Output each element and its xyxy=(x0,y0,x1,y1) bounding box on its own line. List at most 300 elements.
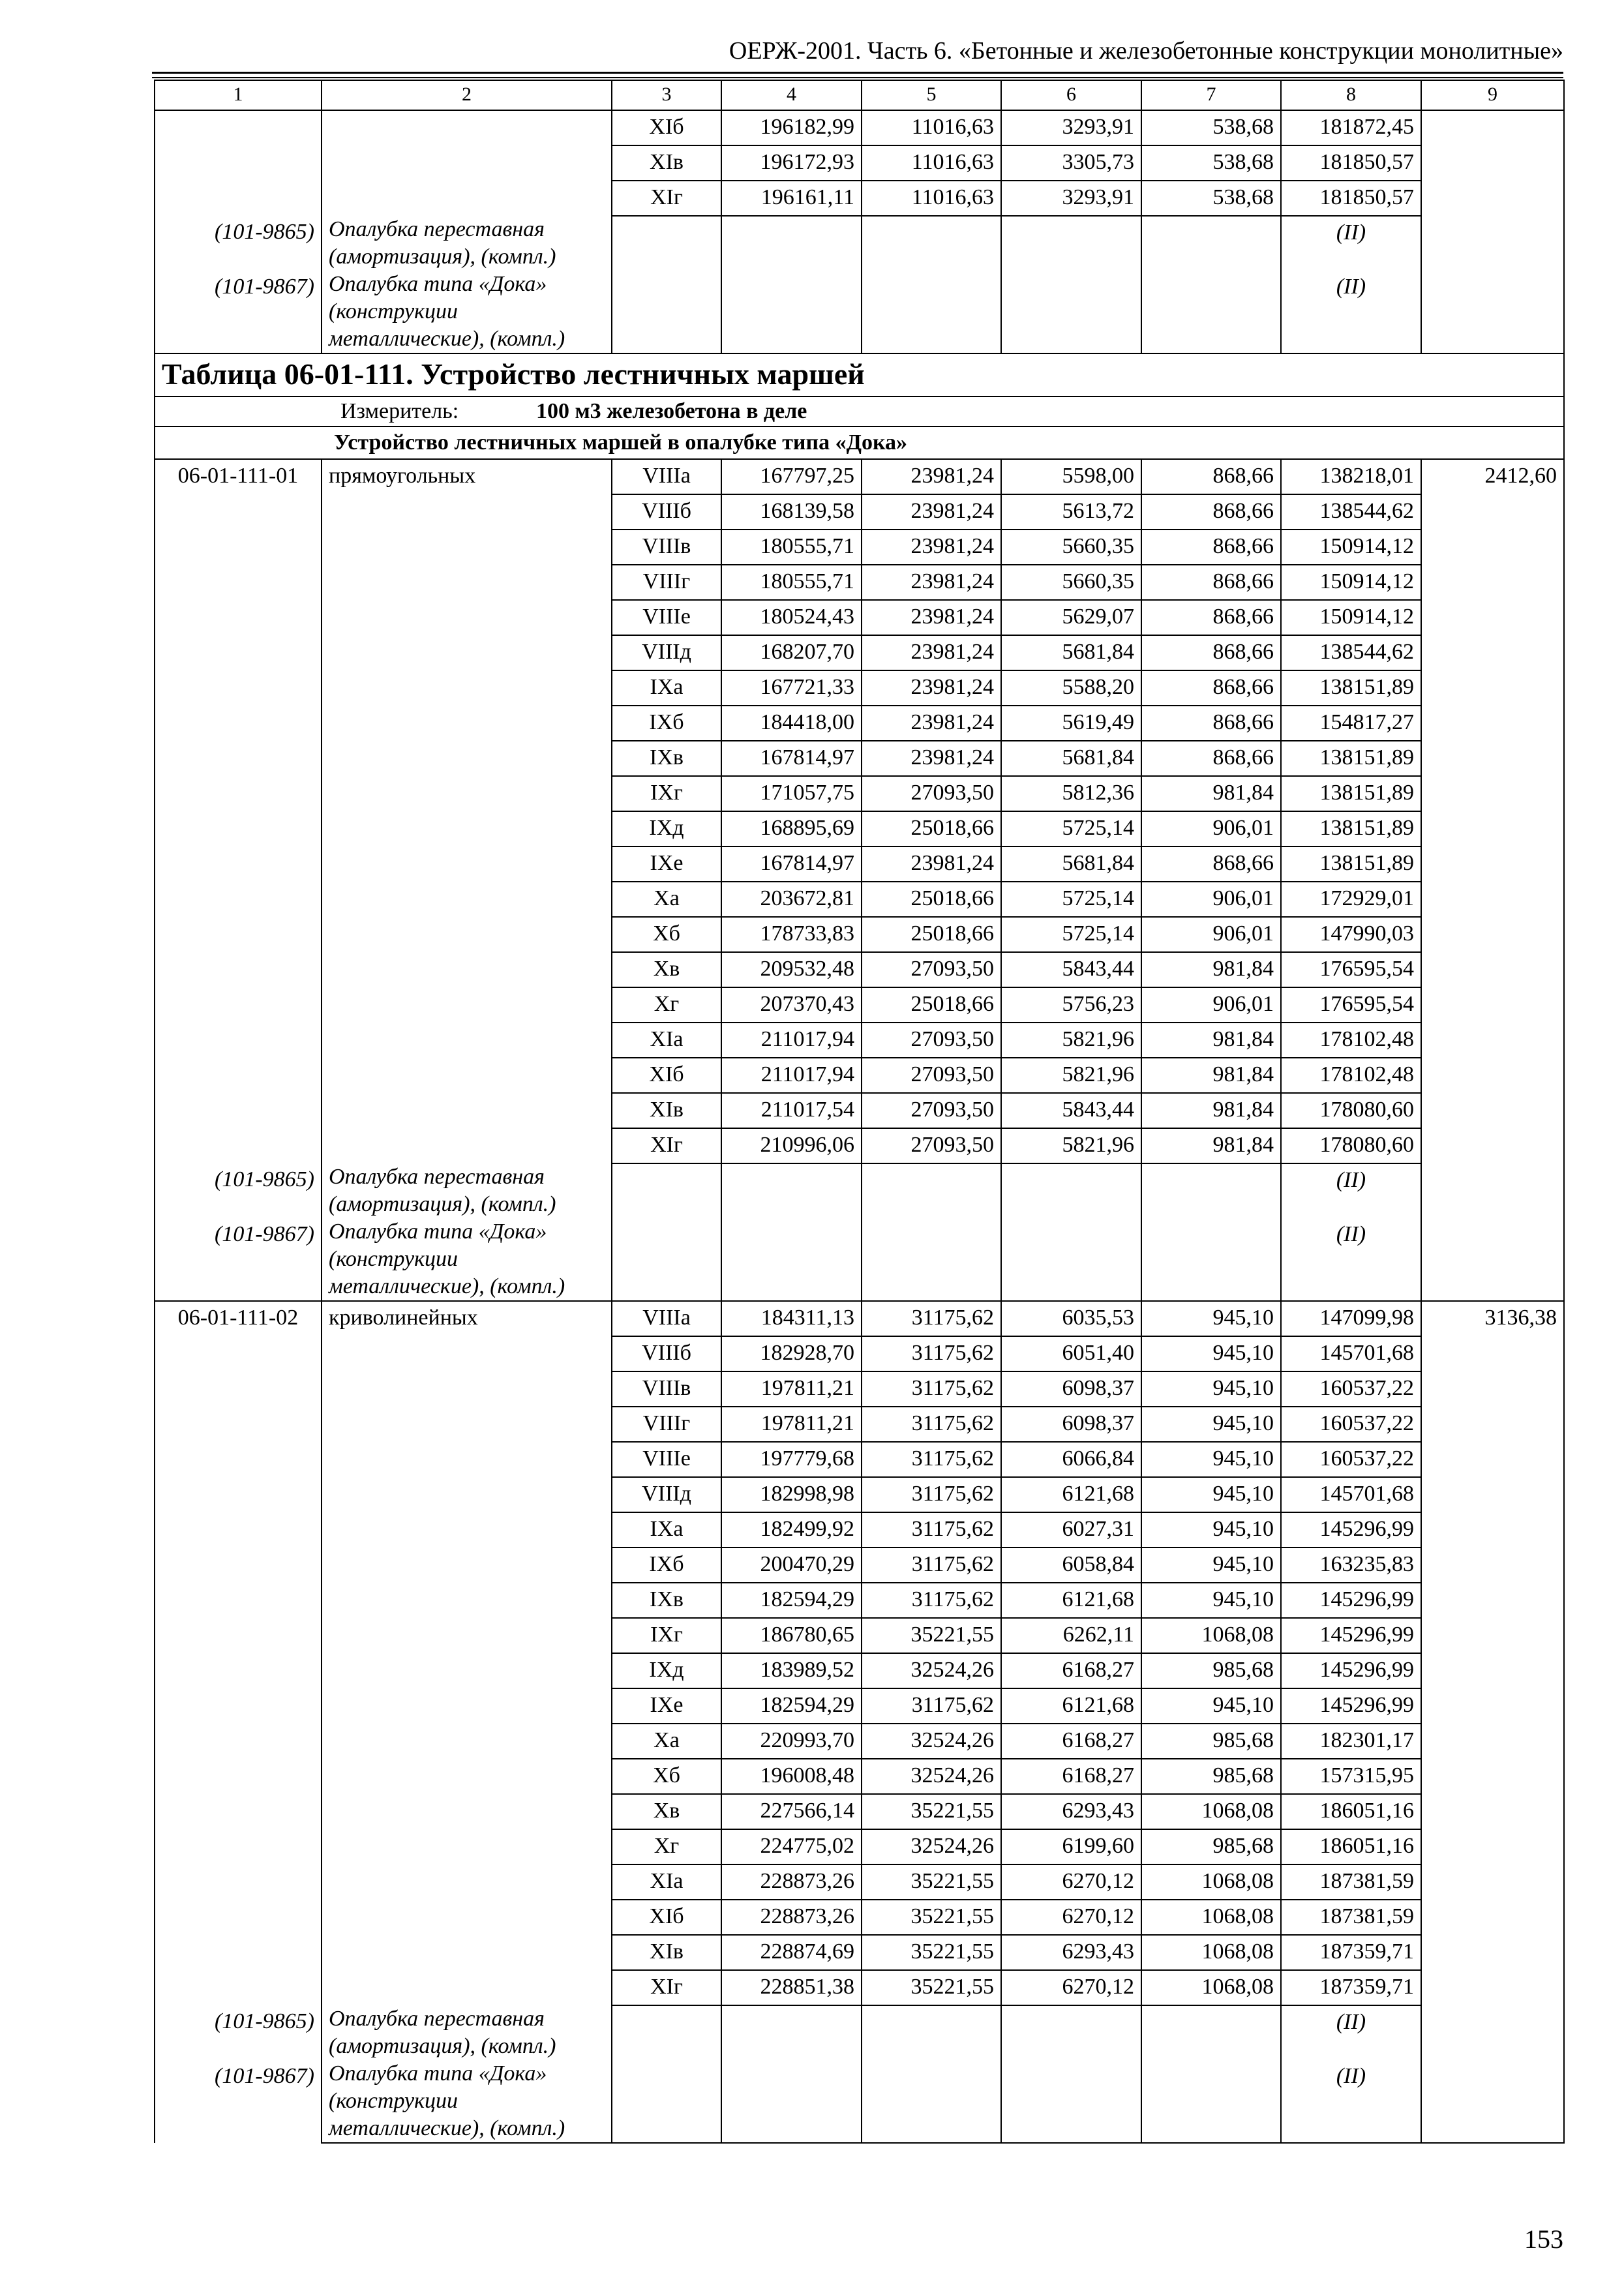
empty-cell xyxy=(612,1218,721,1301)
zone-cell: XIб xyxy=(612,1058,721,1093)
labor-cell xyxy=(1421,1407,1564,1442)
wages-cell: 31175,62 xyxy=(862,1371,1001,1407)
machinist-wages-cell: 985,68 xyxy=(1141,1724,1281,1759)
table-row xyxy=(155,1653,1564,1688)
machines-cell: 5812,36 xyxy=(1001,776,1141,811)
empty-cell xyxy=(1001,1218,1141,1301)
item-name-cell xyxy=(322,1829,612,1864)
materials-cell: 145296,99 xyxy=(1281,1653,1421,1688)
table-row xyxy=(155,1371,1564,1407)
item-name-cell xyxy=(322,1058,612,1093)
item-code-cell xyxy=(155,1759,322,1794)
table-row xyxy=(155,110,1564,145)
total-cost-cell: 171057,75 xyxy=(721,776,862,811)
machinist-wages-cell: 945,10 xyxy=(1141,1442,1281,1477)
materials-cell: 138544,62 xyxy=(1281,494,1421,530)
materials-cell: 150914,12 xyxy=(1281,565,1421,600)
zone-cell: XIв xyxy=(612,145,721,181)
table-row xyxy=(155,494,1564,530)
machines-cell: 6058,84 xyxy=(1001,1548,1141,1583)
table-row xyxy=(155,1583,1564,1618)
column-number: 6 xyxy=(1001,80,1141,110)
item-code-cell xyxy=(155,1477,322,1512)
table-row xyxy=(155,987,1564,1023)
item-code-cell xyxy=(155,670,322,706)
machinist-wages-cell: 945,10 xyxy=(1141,1688,1281,1724)
wages-cell: 23981,24 xyxy=(862,494,1001,530)
materials-cell: 138151,89 xyxy=(1281,811,1421,846)
item-name-cell xyxy=(322,494,612,530)
item-name-cell xyxy=(322,1477,612,1512)
empty-cell xyxy=(1001,1163,1141,1218)
machinist-wages-cell: 868,66 xyxy=(1141,600,1281,635)
materials-cell: 145296,99 xyxy=(1281,1512,1421,1548)
empty-cell xyxy=(612,2005,721,2060)
machines-cell: 5598,00 xyxy=(1001,459,1141,494)
machinist-wages-cell: 945,10 xyxy=(1141,1336,1281,1371)
zone-cell: IXб xyxy=(612,1548,721,1583)
zone-cell: XIб xyxy=(612,1900,721,1935)
labor-cell xyxy=(1421,1442,1564,1477)
materials-cell: 138544,62 xyxy=(1281,635,1421,670)
empty-cell xyxy=(721,271,862,353)
materials-cell: 181850,57 xyxy=(1281,181,1421,216)
item-code-cell xyxy=(155,530,322,565)
wages-cell: 35221,55 xyxy=(862,1900,1001,1935)
machinist-wages-cell: 868,66 xyxy=(1141,706,1281,741)
machines-cell: 5681,84 xyxy=(1001,635,1141,670)
machinist-wages-cell: 945,10 xyxy=(1141,1407,1281,1442)
section-row xyxy=(155,426,1564,459)
resource-name: Опалубка переставная (амортизация), (компл.) xyxy=(322,1163,612,1218)
labor-cell xyxy=(1421,917,1564,952)
item-name-cell xyxy=(322,1093,612,1128)
machinist-wages-cell: 1068,08 xyxy=(1141,1864,1281,1900)
resource-mark: (II) xyxy=(1281,2005,1421,2060)
machines-cell: 6293,43 xyxy=(1001,1935,1141,1970)
zone-cell: VIIIе xyxy=(612,1442,721,1477)
zone-cell: IXд xyxy=(612,1653,721,1688)
machines-cell: 6051,40 xyxy=(1001,1336,1141,1371)
item-code-cell xyxy=(155,1093,322,1128)
item-name-cell xyxy=(322,1759,612,1794)
materials-cell: 145701,68 xyxy=(1281,1477,1421,1512)
resource-note-row xyxy=(155,2060,1564,2143)
table-row xyxy=(155,1023,1564,1058)
labor-cell xyxy=(1421,1864,1564,1900)
item-code-cell xyxy=(155,1583,322,1618)
column-number: 4 xyxy=(721,80,862,110)
item-code-cell xyxy=(155,1407,322,1442)
machinist-wages-cell: 906,01 xyxy=(1141,882,1281,917)
machinist-wages-cell: 1068,08 xyxy=(1141,1970,1281,2005)
labor-cell xyxy=(1421,530,1564,565)
table-row xyxy=(155,1759,1564,1794)
item-code-cell xyxy=(155,565,322,600)
empty-cell xyxy=(1141,271,1281,353)
machinist-wages-cell: 985,68 xyxy=(1141,1759,1281,1794)
materials-cell: 145296,99 xyxy=(1281,1688,1421,1724)
labor-cell xyxy=(1421,1970,1564,2005)
materials-cell: 178080,60 xyxy=(1281,1093,1421,1128)
materials-cell: 138151,89 xyxy=(1281,670,1421,706)
labor-cell xyxy=(1421,1023,1564,1058)
zone-cell: XIб xyxy=(612,110,721,145)
materials-cell: 187359,71 xyxy=(1281,1970,1421,2005)
wages-cell: 31175,62 xyxy=(862,1442,1001,1477)
item-name-cell xyxy=(322,110,612,145)
table-title: Таблица 06-01-111. Устройство лестничных маршей xyxy=(155,353,1564,396)
empty-cell xyxy=(1421,216,1564,271)
wages-cell: 11016,63 xyxy=(862,110,1001,145)
labor-cell xyxy=(1421,565,1564,600)
wages-cell: 23981,24 xyxy=(862,530,1001,565)
table-row xyxy=(155,600,1564,635)
table-row xyxy=(155,1970,1564,2005)
wages-cell: 31175,62 xyxy=(862,1336,1001,1371)
wages-cell: 35221,55 xyxy=(862,1794,1001,1829)
empty-cell xyxy=(1421,1163,1564,1218)
machinist-wages-cell: 981,84 xyxy=(1141,1023,1281,1058)
machines-cell: 6293,43 xyxy=(1001,1794,1141,1829)
item-code-cell xyxy=(155,1128,322,1163)
item-name-cell xyxy=(322,181,612,216)
machines-cell: 5619,49 xyxy=(1001,706,1141,741)
empty-cell xyxy=(1001,2005,1141,2060)
item-code-cell xyxy=(155,1900,322,1935)
machinist-wages-cell: 981,84 xyxy=(1141,1128,1281,1163)
zone-cell: XIв xyxy=(612,1093,721,1128)
item-name-cell xyxy=(322,1128,612,1163)
empty-cell xyxy=(862,216,1001,271)
machinist-wages-cell: 868,66 xyxy=(1141,565,1281,600)
item-name-cell xyxy=(322,1407,612,1442)
resource-mark: (II) xyxy=(1281,271,1421,353)
machines-cell: 5629,07 xyxy=(1001,600,1141,635)
total-cost-cell: 220993,70 xyxy=(721,1724,862,1759)
machinist-wages-cell: 945,10 xyxy=(1141,1371,1281,1407)
total-cost-cell: 209532,48 xyxy=(721,952,862,987)
total-cost-cell: 178733,83 xyxy=(721,917,862,952)
materials-cell: 147990,03 xyxy=(1281,917,1421,952)
labor-cell xyxy=(1421,1653,1564,1688)
machinist-wages-cell: 868,66 xyxy=(1141,494,1281,530)
item-code-cell xyxy=(155,1724,322,1759)
resource-mark: (II) xyxy=(1281,1163,1421,1218)
total-cost-cell: 210996,06 xyxy=(721,1128,862,1163)
column-number: 3 xyxy=(612,80,721,110)
item-name-cell xyxy=(322,706,612,741)
machinist-wages-cell: 945,10 xyxy=(1141,1583,1281,1618)
labor-cell xyxy=(1421,600,1564,635)
item-code-cell xyxy=(155,1829,322,1864)
zone-cell: VIIIв xyxy=(612,1371,721,1407)
item-name-cell xyxy=(322,741,612,776)
table-row xyxy=(155,846,1564,882)
column-number: 1 xyxy=(155,80,322,110)
empty-cell xyxy=(862,2005,1001,2060)
item-code-cell xyxy=(155,776,322,811)
item-name-cell xyxy=(322,1688,612,1724)
zone-cell: VIIIе xyxy=(612,600,721,635)
materials-cell: 160537,22 xyxy=(1281,1371,1421,1407)
zone-cell: Xг xyxy=(612,987,721,1023)
zone-cell: Xа xyxy=(612,882,721,917)
item-name-cell xyxy=(322,1548,612,1583)
table-row xyxy=(155,776,1564,811)
zone-cell: Xг xyxy=(612,1829,721,1864)
total-cost-cell: 196182,99 xyxy=(721,110,862,145)
item-code-cell xyxy=(155,1548,322,1583)
total-cost-cell: 168207,70 xyxy=(721,635,862,670)
table-row xyxy=(155,1794,1564,1829)
empty-cell xyxy=(862,1218,1001,1301)
empty-cell xyxy=(1141,216,1281,271)
materials-cell: 187381,59 xyxy=(1281,1900,1421,1935)
wages-cell: 32524,26 xyxy=(862,1829,1001,1864)
labor-cell xyxy=(1421,882,1564,917)
meter xyxy=(155,396,1564,426)
machines-cell: 6066,84 xyxy=(1001,1442,1141,1477)
table-row xyxy=(155,1301,1564,1336)
labor-cell xyxy=(1421,1371,1564,1407)
item-code-cell xyxy=(155,1653,322,1688)
total-cost-cell: 167814,97 xyxy=(721,846,862,882)
item-name-cell xyxy=(322,1512,612,1548)
materials-cell: 150914,12 xyxy=(1281,530,1421,565)
total-cost-cell: 184418,00 xyxy=(721,706,862,741)
item-name-cell xyxy=(322,565,612,600)
page-number: 153 xyxy=(1524,2224,1563,2254)
total-cost-cell: 211017,94 xyxy=(721,1058,862,1093)
materials-cell: 138218,01 xyxy=(1281,459,1421,494)
labor-cell xyxy=(1421,1512,1564,1548)
labor-cell xyxy=(1421,145,1564,181)
resource-note-row xyxy=(155,271,1564,353)
item-name-cell xyxy=(322,1653,612,1688)
machines-cell: 6027,31 xyxy=(1001,1512,1141,1548)
materials-cell: 176595,54 xyxy=(1281,987,1421,1023)
empty-cell xyxy=(721,1163,862,1218)
machines-cell: 3293,91 xyxy=(1001,110,1141,145)
running-header: ОЕРЖ-2001. Часть 6. «Бетонные и железобетонные конструкции монолитные» xyxy=(729,37,1563,65)
machinist-wages-cell: 945,10 xyxy=(1141,1301,1281,1336)
resource-mark: (II) xyxy=(1281,1218,1421,1301)
item-code-cell xyxy=(155,1023,322,1058)
item-name-cell xyxy=(322,1336,612,1371)
item-code-cell xyxy=(155,1970,322,2005)
machinist-wages-cell: 945,10 xyxy=(1141,1512,1281,1548)
wages-cell: 23981,24 xyxy=(862,635,1001,670)
zone-cell: VIIIг xyxy=(612,565,721,600)
table-row xyxy=(155,145,1564,181)
zone-cell: IXг xyxy=(612,776,721,811)
machines-cell: 5821,96 xyxy=(1001,1128,1141,1163)
item-code-cell xyxy=(155,145,322,181)
empty-cell xyxy=(862,271,1001,353)
total-cost-cell: 196172,93 xyxy=(721,145,862,181)
resource-note-row xyxy=(155,216,1564,271)
table-row xyxy=(155,1407,1564,1442)
zone-cell: XIг xyxy=(612,1970,721,2005)
zone-cell: IXв xyxy=(612,1583,721,1618)
empty-cell xyxy=(721,2005,862,2060)
table-row xyxy=(155,1548,1564,1583)
item-name-cell xyxy=(322,1935,612,1970)
item-code-cell xyxy=(155,1618,322,1653)
materials-cell: 145296,99 xyxy=(1281,1583,1421,1618)
table-row xyxy=(155,1336,1564,1371)
wages-cell: 32524,26 xyxy=(862,1653,1001,1688)
labor-cell xyxy=(1421,1548,1564,1583)
machinist-wages-cell: 981,84 xyxy=(1141,1093,1281,1128)
materials-cell: 186051,16 xyxy=(1281,1794,1421,1829)
total-cost-cell: 197811,21 xyxy=(721,1407,862,1442)
machines-cell: 6098,37 xyxy=(1001,1407,1141,1442)
total-cost-cell: 168895,69 xyxy=(721,811,862,846)
machinist-wages-cell: 538,68 xyxy=(1141,110,1281,145)
item-code-cell xyxy=(155,1794,322,1829)
resource-name: Опалубка переставная (амортизация), (компл.) xyxy=(322,2005,612,2060)
machinist-wages-cell: 985,68 xyxy=(1141,1829,1281,1864)
total-cost-cell: 197811,21 xyxy=(721,1371,862,1407)
item-code-cell xyxy=(155,952,322,987)
table-row xyxy=(155,741,1564,776)
materials-cell: 145701,68 xyxy=(1281,1336,1421,1371)
machinist-wages-cell: 906,01 xyxy=(1141,917,1281,952)
zone-cell: Xв xyxy=(612,952,721,987)
machines-cell: 6168,27 xyxy=(1001,1724,1141,1759)
labor-cell xyxy=(1421,811,1564,846)
wages-cell: 27093,50 xyxy=(862,1058,1001,1093)
header-rule xyxy=(152,77,1563,78)
table-row xyxy=(155,670,1564,706)
materials-cell: 160537,22 xyxy=(1281,1407,1421,1442)
wages-cell: 25018,66 xyxy=(862,811,1001,846)
wages-cell: 35221,55 xyxy=(862,1935,1001,1970)
materials-cell: 154817,27 xyxy=(1281,706,1421,741)
total-cost-cell: 196008,48 xyxy=(721,1759,862,1794)
item-code-cell xyxy=(155,494,322,530)
item-code-cell xyxy=(155,741,322,776)
machinist-wages-cell: 868,66 xyxy=(1141,530,1281,565)
total-cost-cell: 180524,43 xyxy=(721,600,862,635)
total-cost-cell: 186780,65 xyxy=(721,1618,862,1653)
item-name-cell xyxy=(322,145,612,181)
machines-cell: 6199,60 xyxy=(1001,1829,1141,1864)
wages-cell: 35221,55 xyxy=(862,1618,1001,1653)
machinist-wages-cell: 868,66 xyxy=(1141,635,1281,670)
table-row xyxy=(155,882,1564,917)
empty-cell xyxy=(1141,1218,1281,1301)
empty-cell xyxy=(612,271,721,353)
labor-cell: 3136,38 xyxy=(1421,1301,1564,1336)
materials-cell: 160537,22 xyxy=(1281,1442,1421,1477)
materials-cell: 138151,89 xyxy=(1281,776,1421,811)
wages-cell: 31175,62 xyxy=(862,1583,1001,1618)
machinist-wages-cell: 981,84 xyxy=(1141,952,1281,987)
item-code-cell xyxy=(155,1371,322,1407)
materials-cell: 178102,48 xyxy=(1281,1023,1421,1058)
table-row xyxy=(155,1093,1564,1128)
machinist-wages-cell: 945,10 xyxy=(1141,1548,1281,1583)
total-cost-cell: 167814,97 xyxy=(721,741,862,776)
total-cost-cell: 196161,11 xyxy=(721,181,862,216)
wages-cell: 27093,50 xyxy=(862,1093,1001,1128)
total-cost-cell: 203672,81 xyxy=(721,882,862,917)
item-name-cell xyxy=(322,1023,612,1058)
item-code-cell: 06-01-111-02 xyxy=(155,1301,322,1336)
table-row xyxy=(155,1058,1564,1093)
zone-cell: VIIIб xyxy=(612,1336,721,1371)
empty-cell xyxy=(1001,216,1141,271)
total-cost-cell: 227566,14 xyxy=(721,1794,862,1829)
item-name-cell xyxy=(322,1442,612,1477)
item-code-cell xyxy=(155,1336,322,1371)
materials-cell: 186051,16 xyxy=(1281,1829,1421,1864)
header-rule xyxy=(152,72,1563,74)
table-row xyxy=(155,1512,1564,1548)
wages-cell: 23981,24 xyxy=(862,741,1001,776)
machinist-wages-cell: 868,66 xyxy=(1141,846,1281,882)
empty-cell xyxy=(612,216,721,271)
materials-cell: 182301,17 xyxy=(1281,1724,1421,1759)
machinist-wages-cell: 868,66 xyxy=(1141,459,1281,494)
item-name-cell xyxy=(322,987,612,1023)
total-cost-cell: 182998,98 xyxy=(721,1477,862,1512)
labor-cell xyxy=(1421,110,1564,145)
resource-code: (101-9867) xyxy=(155,1218,322,1301)
machines-cell: 5843,44 xyxy=(1001,1093,1141,1128)
empty-cell xyxy=(1141,1163,1281,1218)
item-name-cell xyxy=(322,882,612,917)
zone-cell: Xа xyxy=(612,1724,721,1759)
labor-cell xyxy=(1421,1336,1564,1371)
empty-cell xyxy=(721,216,862,271)
total-cost-cell: 228874,69 xyxy=(721,1935,862,1970)
empty-cell xyxy=(1001,2060,1141,2143)
item-code-cell xyxy=(155,1688,322,1724)
labor-cell xyxy=(1421,1058,1564,1093)
total-cost-cell: 183989,52 xyxy=(721,1653,862,1688)
item-name-cell xyxy=(322,846,612,882)
wages-cell: 23981,24 xyxy=(862,846,1001,882)
materials-cell: 178102,48 xyxy=(1281,1058,1421,1093)
zone-cell: Xб xyxy=(612,917,721,952)
labor-cell xyxy=(1421,1688,1564,1724)
total-cost-cell: 182928,70 xyxy=(721,1336,862,1371)
labor-cell xyxy=(1421,1093,1564,1128)
materials-cell: 176595,54 xyxy=(1281,952,1421,987)
wages-cell: 32524,26 xyxy=(862,1759,1001,1794)
machines-cell: 3293,91 xyxy=(1001,181,1141,216)
machinist-wages-cell: 538,68 xyxy=(1141,145,1281,181)
wages-cell: 23981,24 xyxy=(862,565,1001,600)
column-number: 5 xyxy=(862,80,1001,110)
labor-cell xyxy=(1421,1829,1564,1864)
machinist-wages-cell: 906,01 xyxy=(1141,811,1281,846)
table-row xyxy=(155,1688,1564,1724)
zone-cell: IXе xyxy=(612,846,721,882)
total-cost-cell: 180555,71 xyxy=(721,530,862,565)
item-code-cell xyxy=(155,181,322,216)
item-name-cell xyxy=(322,1794,612,1829)
item-name-cell xyxy=(322,1618,612,1653)
table-row xyxy=(155,917,1564,952)
item-name-cell xyxy=(322,530,612,565)
zone-cell: VIIIд xyxy=(612,1477,721,1512)
machinist-wages-cell: 981,84 xyxy=(1141,776,1281,811)
